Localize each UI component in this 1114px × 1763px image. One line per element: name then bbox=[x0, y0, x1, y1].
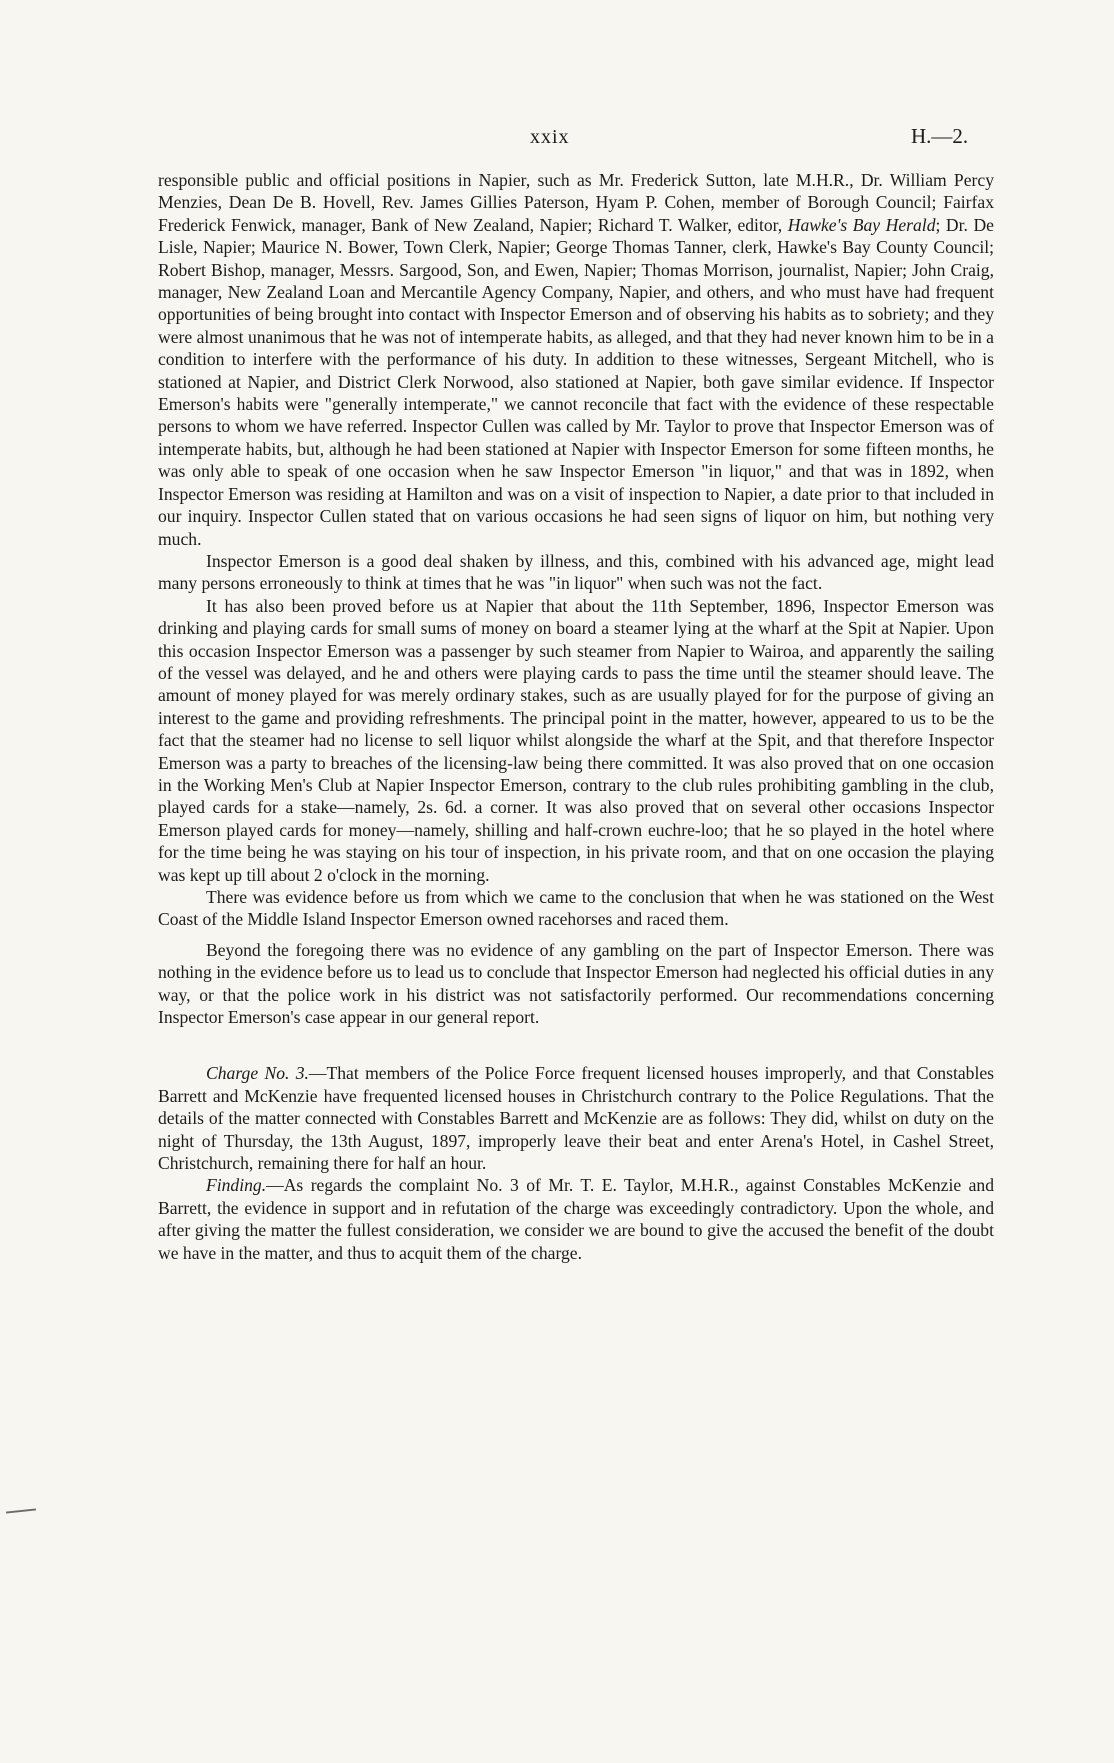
paragraph-text: responsible public and official positions in Napier, such as Mr. Frederick Sutton, late M.H.R., Dr. William Percy Menzies, Dean De B. Hovell, Rev. James Gillies Paterson, Hyam P. Cohen, member of Borough Council; Fairfax Frederick Fenwick, manager, Bank of New Zealand, Napier; Richard T. Walker, editor, bbox=[158, 170, 994, 235]
paragraph-racehorses: There was evidence before us from which we came to the conclusion that when he was stationed on the West Coast of the Middle Island Inspector Emerson owned racehorses and raced them. bbox=[158, 887, 994, 930]
margin-mark bbox=[6, 1508, 36, 1513]
document-reference: H.—2. bbox=[911, 124, 969, 148]
paragraph-text: ; Dr. De Lisle, Napier; Maurice N. Bower, Town Clerk, Napier; George Thomas Tanner, clerk, Hawke's Bay County Council; Robert Bishop, manager, Messrs. Sargood, Son, and Ewen, Napier; Thomas Morrison, journalist, Napier; John Craig, manager, New Zealand Loan and Mercantile Agency Company, Napier, and others, and who must have had frequent opportunities of being brought into contact with Inspector Emerson and of observing his habits as to sobriety; and they were almost unanimous that he was not of intemperate habits, as alleged, and that they had never known him to be in a condition to interfere with the performance of his duty. In addition to these witnesses, Sergeant Mitchell, who is stationed at Napier, and District Clerk Norwood, also stationed at Napier, both gave similar evidence. If Inspector Emerson's habits were "generally intemperate," we cannot reconcile that fact with the evidence of these respectable persons to whom we have referred. Inspector Cullen was called by Mr. Taylor to prove that Inspector Emerson was of intemperate habits, but, although he had been stationed at Napier with Inspector Emerson for some fifteen months, he was only able to speak of one occasion when he saw Inspector Emerson "in liquor," and that was in 1892, when Inspector Emerson was residing at Hamilton and was on a visit of inspection to Napier, a date prior to that included in our inquiry. Inspector Cullen stated that on various occasions he had seen signs of liquor on him, but nothing very much. bbox=[158, 214, 994, 549]
page-header bbox=[0, 126, 1114, 156]
paragraph-no-gambling: Beyond the foregoing there was no evidence of any gambling on the part of Inspector Emerson. There was nothing in the evidence before us to lead us to conclude that Inspector Emerson had neglected his official duties in any way, or that the police work in his district was not satisfactorily performed. Our recommendations concerning Inspector Emerson's case appear in our general report. bbox=[158, 939, 994, 1028]
paragraph-charge-3 bbox=[158, 1062, 994, 1174]
paragraph-illness: Inspector Emerson is a good deal shaken by illness, and this, combined with his advanced age, might lead many persons erroneously to think at times that he was "in liquor" when such was not the fact. bbox=[158, 550, 994, 594]
paragraph-finding bbox=[158, 1174, 994, 1264]
charge-text: —That members of the Police Force frequent licensed houses improperly, and that Constables Barrett and McKenzie have frequented licensed houses in Christchurch contrary to the Police Regulations. That the details of the matter connected with Constables Barrett and McKenzie are as follows: They did, whilst on duty on the night of Thursday, the 13th August, 1897, improperly leave their beat and enter Arena's Hotel, in Cashel Street, Christchurch, remaining there for half an hour. bbox=[158, 1063, 994, 1174]
newspaper-title: Hawke's Bay Herald bbox=[787, 214, 936, 235]
paragraph-card-playing: It has also been proved before us at Napier that about the 11th September, 1896, Inspector Emerson was drinking and playing cards for small sums of money on board a steamer lying at the wharf at the Spit at Napier. Upon this occasion Inspector Emerson was a passenger by such steamer from Napier to Wairoa, and apparently the sailing of the vessel was delayed, and he and others were playing cards to pass the time until the steamer should leave. The amount of money played for was merely ordinary stakes, such as are usually played for for the purpose of giving an interest to the game and providing refreshments. The principal point in the matter, however, appeared to us to be the fact that the steamer had no license to sell liquor whilst alongside the wharf at the Spit, and that therefore Inspector Emerson was a party to breaches of the licensing-law being there committed. It was also proved that on one occasion in the Working Men's Club at Napier Inspector Emerson, contrary to the club rules prohibiting gambling in the club, played cards for a stake—namely, 2s. 6d. a corner. It was also proved that on several other occasions Inspector Emerson played cards for money—namely, shilling and half-crown euchre-loo; that he so played in the hotel where for the time being he was staying on his tour of inspection, in his private room, and that on one occasion the playing was kept up till about 2 o'clock in the morning. bbox=[158, 595, 994, 885]
charge-label: Charge No. 3. bbox=[206, 1063, 309, 1084]
page-number: xxix bbox=[530, 126, 570, 148]
document-body bbox=[158, 169, 994, 1264]
paragraph-witnesses bbox=[158, 169, 994, 550]
finding-label: Finding. bbox=[206, 1175, 267, 1196]
finding-text: —As regards the complaint No. 3 of Mr. T. E. Taylor, M.H.R., against Constables McKenzie and Barrett, the evidence in support and in refutation of the charge was exceedingly contradictory. Upon the whole, and after giving the matter the fullest consideration, we consider we are bound to give the accused the benefit of the doubt we have in the matter, and thus to acquit them of the charge. bbox=[158, 1175, 994, 1263]
